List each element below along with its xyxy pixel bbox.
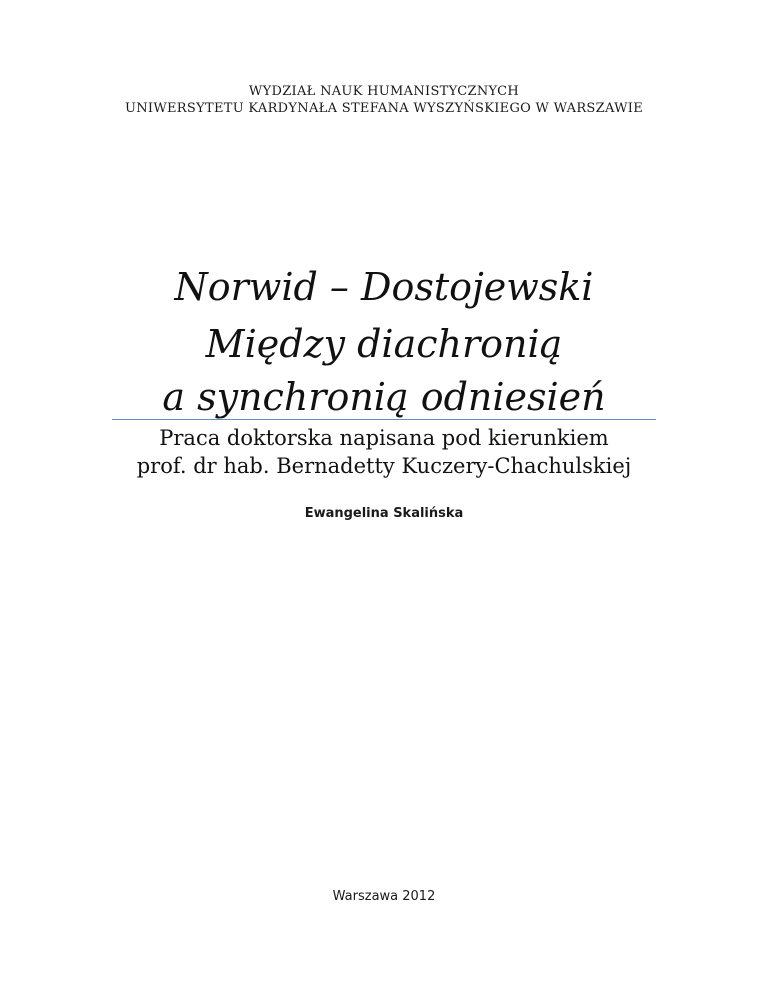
thesis-title-line-1: Norwid – Dostojewski bbox=[174, 265, 594, 309]
title-divider bbox=[112, 419, 656, 420]
place-and-year: Warszawa 2012 bbox=[332, 889, 436, 904]
university-name: UNIWERSYTETU KARDYNAŁA STEFANA WYSZYŃSKIEGO W WARSZAWIE bbox=[124, 101, 644, 116]
thesis-subtitle-line-2: prof. dr hab. Bernadetty Kuczery-Chachulskiej bbox=[136, 454, 632, 478]
thesis-title-line-2: Między diachronią bbox=[205, 322, 563, 366]
thesis-title-line-3: a synchronią odniesień bbox=[162, 375, 606, 419]
author-name: Ewangelina Skalińska bbox=[304, 506, 464, 521]
faculty-name: WYDZIAŁ NAUK HUMANISTYCZNYCH bbox=[248, 84, 520, 99]
thesis-subtitle-line-1: Praca doktorska napisana pod kierunkiem bbox=[159, 426, 609, 450]
